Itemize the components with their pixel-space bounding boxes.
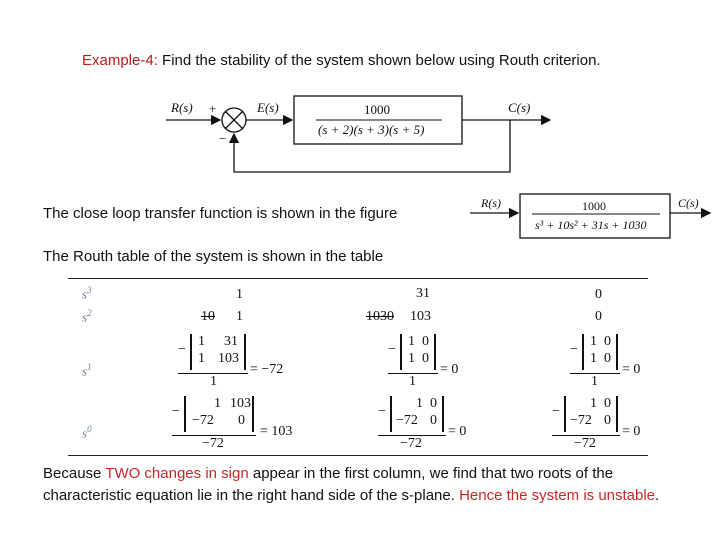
sign-changes-highlight: TWO changes in sign [105, 465, 249, 482]
s2-col2: 103 [410, 309, 431, 324]
input-label: R(s) [171, 100, 193, 115]
error-label: E(s) [257, 100, 279, 115]
s1-col2-determinant: − 1 0 1 0 1 = 0 [388, 334, 459, 389]
minus-sign: − [219, 131, 227, 146]
row-label-s2: $s^2$ [82, 308, 92, 325]
s3-col2: 31 [416, 286, 430, 301]
example-text: Find the stability of the system shown below using Routh criterion. [162, 52, 601, 69]
routh-top-rule [68, 278, 648, 279]
s2-col1: 1 [236, 309, 243, 324]
plus-sign: + [209, 101, 217, 116]
s0-col2-determinant: − 1 0 −72 0 −72 = 0 [378, 396, 467, 451]
row-label-s0: $s^0$ [82, 424, 92, 441]
s0-col3-determinant: − 1 0 −72 0 −72 = 0 [552, 396, 641, 451]
s3-col3: 0 [595, 287, 602, 302]
routh-intro: The Routh table of the system is shown in the table [43, 248, 384, 265]
example-label: Example-4: [82, 52, 158, 69]
s1-col3-determinant: − 1 0 1 0 1 = 0 [570, 334, 641, 389]
example-heading [82, 52, 601, 69]
row-label-s3: $s^3$ [82, 285, 92, 302]
cl-output-label: C(s) [678, 196, 699, 210]
s2-col3: 0 [595, 309, 602, 324]
s3-col1: 1 [236, 287, 243, 302]
conclusion-paragraph: Because TWO changes in sign appear in the first column, we find that two roots of the characteristic equation lie in the right hand side of the s-plane. Hence the system is unstable. [43, 465, 660, 504]
output-label: C(s) [508, 100, 531, 115]
row-label-s1: $s^1$ [82, 362, 92, 379]
s1-col1-determinant: − 1 31 1 103 1 = −72 [178, 334, 284, 389]
closed-loop-text: The close loop transfer function is shown in the figure [43, 205, 398, 222]
routh-bottom-rule [68, 455, 648, 456]
cl-denominator: s³ + 10s² + 31s + 1030 [535, 218, 647, 232]
cl-numerator: 1000 [582, 199, 606, 213]
s0-col1-determinant: − 1 103 −72 0 −72 = 103 [172, 396, 293, 451]
unstable-highlight: Hence the system is unstable [459, 487, 656, 504]
s2-col1-original: 10 [201, 309, 215, 324]
plant-numerator: 1000 [364, 102, 390, 117]
cl-input-label: R(s) [481, 196, 501, 210]
s2-col2-original: 1030 [366, 309, 394, 324]
plant-denominator: (s + 2)(s + 3)(s + 5) [318, 122, 425, 137]
